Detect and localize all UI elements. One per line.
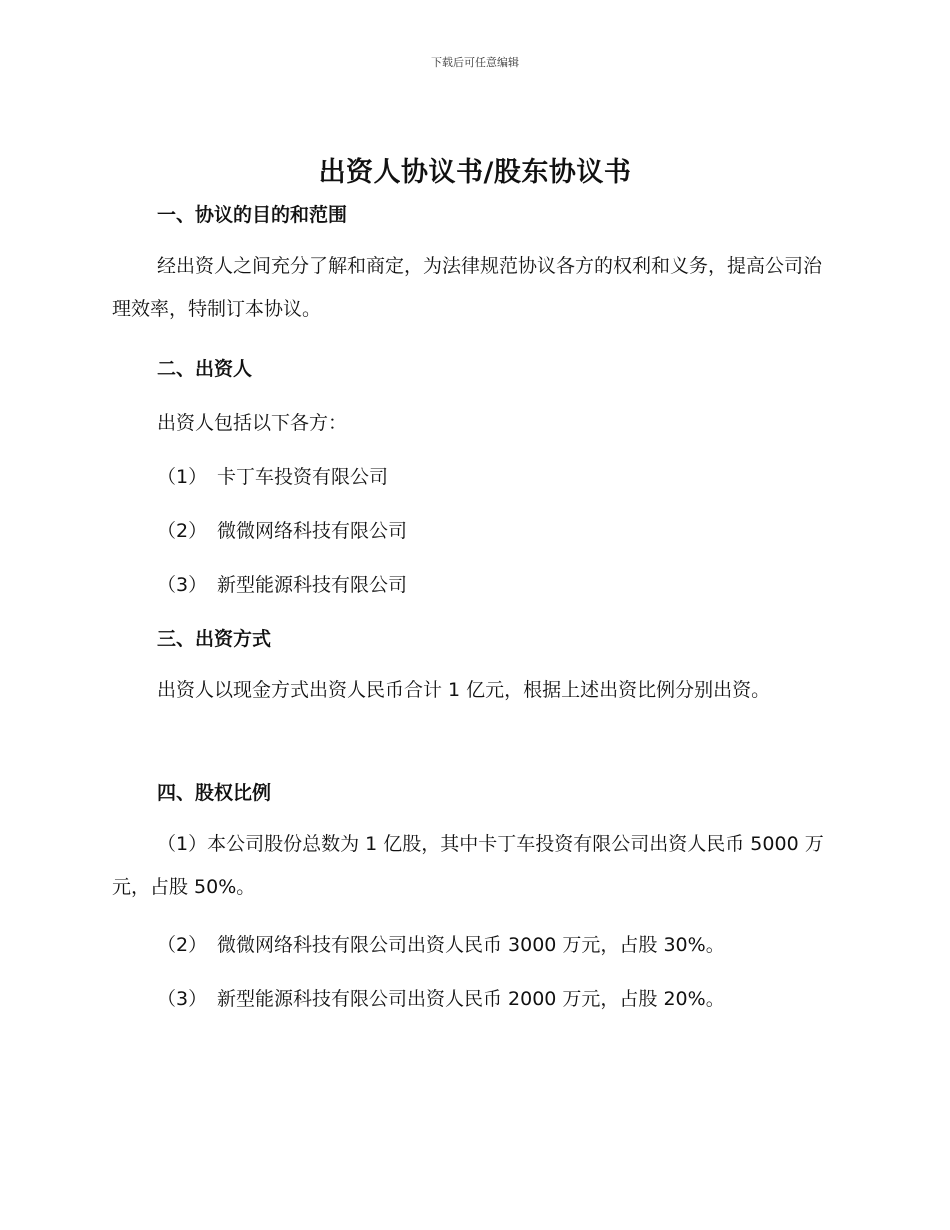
item-number: （3）: [157, 988, 208, 1010]
investor-item: [157, 570, 407, 597]
item-text: 卡丁车投资有限公司: [217, 466, 389, 488]
section-heading-contribution: 三、出资方式: [157, 628, 272, 650]
investor-item: [157, 462, 388, 489]
section-heading-investors: 二、出资人: [157, 358, 253, 380]
equity-item: [157, 930, 725, 957]
equity-item: [157, 984, 725, 1011]
item-text: 新型能源科技有限公司出资人民币 2000 万元，占股 20%。: [217, 988, 725, 1010]
investors-intro: 出资人包括以下各方：: [157, 412, 348, 434]
section-paragraph-purpose: 经出资人之间充分了解和商定，为法律规范协议各方的权利和义务，提高公司治理效率，特制订本协议。: [112, 255, 823, 320]
item-number: （1）: [157, 466, 208, 488]
item-number: （2）: [157, 934, 208, 956]
equity-item: [112, 823, 837, 909]
item-text: 微微网络科技有限公司出资人民币 3000 万元，占股 30%。: [217, 934, 725, 956]
item-text: 微微网络科技有限公司: [217, 520, 408, 542]
section-paragraph-contribution: 出资人以现金方式出资人民币合计 1 亿元，根据上述出资比例分别出资。: [157, 679, 771, 701]
item-number: （3）: [157, 574, 208, 596]
item-number: （1）: [157, 833, 208, 855]
document-title: 出资人协议书/股东协议书: [318, 157, 632, 188]
header-note: 下载后可任意编辑: [431, 56, 519, 69]
item-text: 新型能源科技有限公司: [217, 574, 408, 596]
section-heading-purpose: 一、协议的目的和范围: [157, 204, 348, 226]
investor-item: [157, 516, 407, 543]
section-heading-equity: 四、股权比例: [157, 782, 272, 804]
item-number: （2）: [157, 520, 208, 542]
item-text: 本公司股份总数为 1 亿股，其中卡丁车投资有限公司出资人民币 5000 万元，占股 50%。: [112, 833, 824, 898]
